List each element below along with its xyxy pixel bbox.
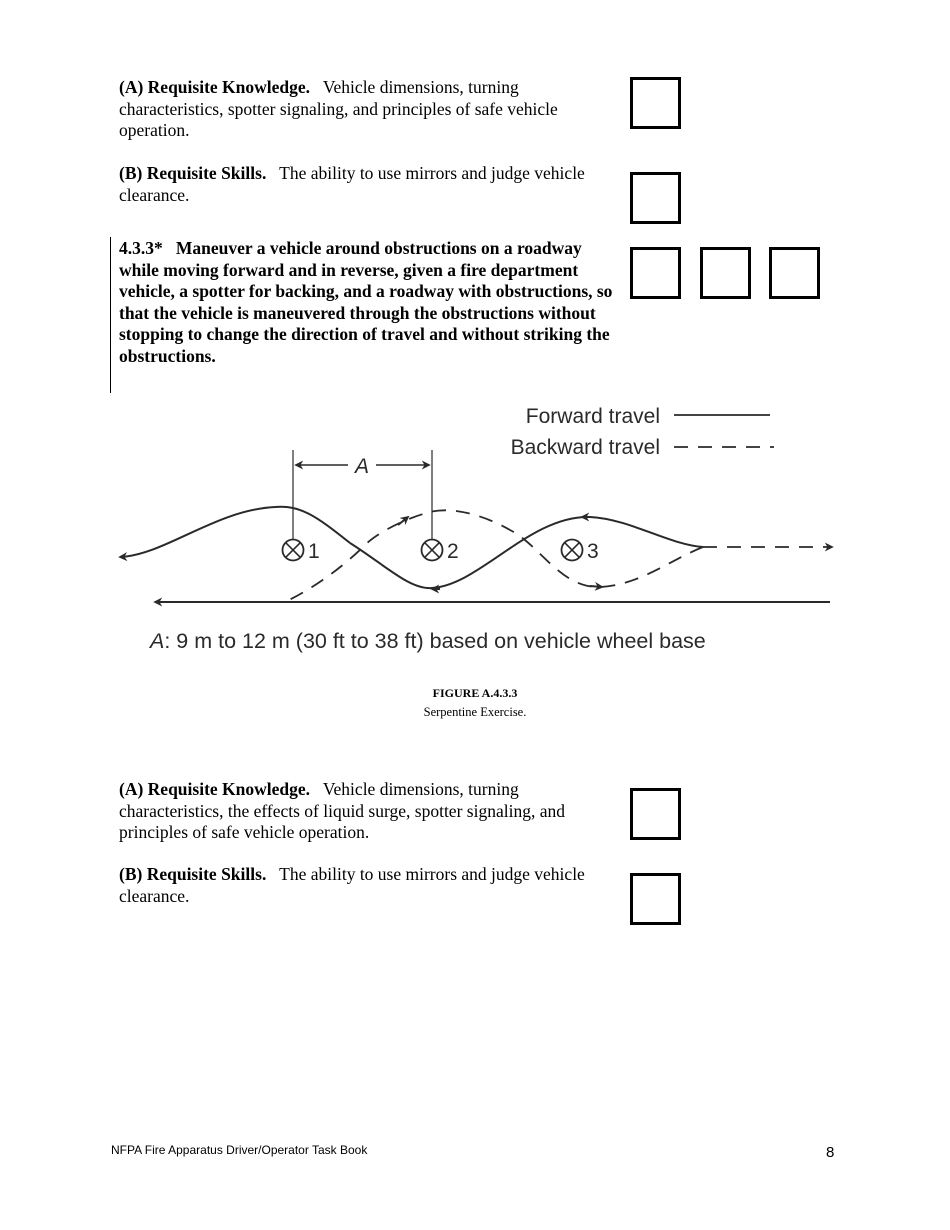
serpentine-exercise-diagram (110, 395, 840, 660)
obstruction-1 (283, 540, 320, 564)
caption-italic-a: A (150, 629, 165, 653)
requisite-knowledge-text: Vehicle dimensions, turning characteristics, the effects of liquid surge, spotter signaling, and principles of safe vehicle operation. (119, 779, 565, 842)
jpr-4-3-3 (119, 238, 619, 367)
signoff-checkbox[interactable] (700, 247, 751, 299)
obstruction-2 (422, 540, 459, 564)
requisite-knowledge-text: Vehicle dimensions, turning characteristics, spotter signaling, and principles of safe vehicle operation. (119, 77, 558, 140)
footer-title: NFPA Fire Apparatus Driver/Operator Task Book (111, 1143, 368, 1157)
backward-travel-path (285, 510, 703, 602)
jpr-number: 4.3.3* (119, 238, 163, 258)
requisite-knowledge-label: (A) Requisite Knowledge. (119, 77, 311, 97)
requisite-skills-text: The ability to use mirrors and judge vehicle clearance. (119, 864, 585, 906)
backward-arrow (398, 517, 408, 525)
figure-number: FIGURE A.4.3.3 (432, 686, 518, 700)
signoff-checkbox[interactable] (630, 788, 681, 840)
figure-dimension-caption (148, 629, 706, 653)
signoff-checkbox[interactable] (630, 247, 681, 299)
requisite-skills-2 (119, 864, 619, 907)
requisite-knowledge-2 (119, 779, 624, 844)
requisite-knowledge-1 (119, 77, 619, 142)
caption-text: : 9 m to 12 m (30 ft to 38 ft) based on vehicle wheel base (164, 629, 706, 653)
revision-change-bar (110, 237, 111, 393)
obstruction-1-label: 1 (308, 540, 320, 563)
requisite-knowledge-label: (A) Requisite Knowledge. (119, 779, 311, 799)
signoff-checkbox[interactable] (630, 77, 681, 129)
requisite-skills-text: The ability to use mirrors and judge vehicle clearance. (119, 163, 585, 205)
backward-arrow (590, 586, 602, 587)
obstruction-2-label: 2 (447, 540, 459, 563)
obstruction-3-label: 3 (587, 540, 599, 563)
requisite-skills-label: (B) Requisite Skills. (119, 163, 267, 183)
forward-travel-path (350, 517, 703, 588)
requisite-skills-1 (119, 163, 619, 206)
legend-forward-travel: Forward travel (525, 405, 660, 428)
dimension-label: A (354, 455, 370, 478)
signoff-checkbox[interactable] (630, 873, 681, 925)
page-number: 8 (826, 1144, 835, 1161)
signoff-checkbox[interactable] (769, 247, 820, 299)
figure-title: Serpentine Exercise. (423, 705, 527, 719)
requisite-skills-label: (B) Requisite Skills. (119, 864, 267, 884)
obstruction-3 (562, 540, 599, 564)
jpr-text: Maneuver a vehicle around obstructions on a roadway while moving forward and in reverse, given a fire department vehicle, a spotter for backing, and a roadway with obstructions, so that the vehicle is maneuvered through the obstructions without stopping to change the direction of travel and without striking the obstructions. (119, 238, 613, 366)
signoff-checkbox[interactable] (630, 172, 681, 224)
legend-backward-travel: Backward travel (510, 436, 660, 459)
